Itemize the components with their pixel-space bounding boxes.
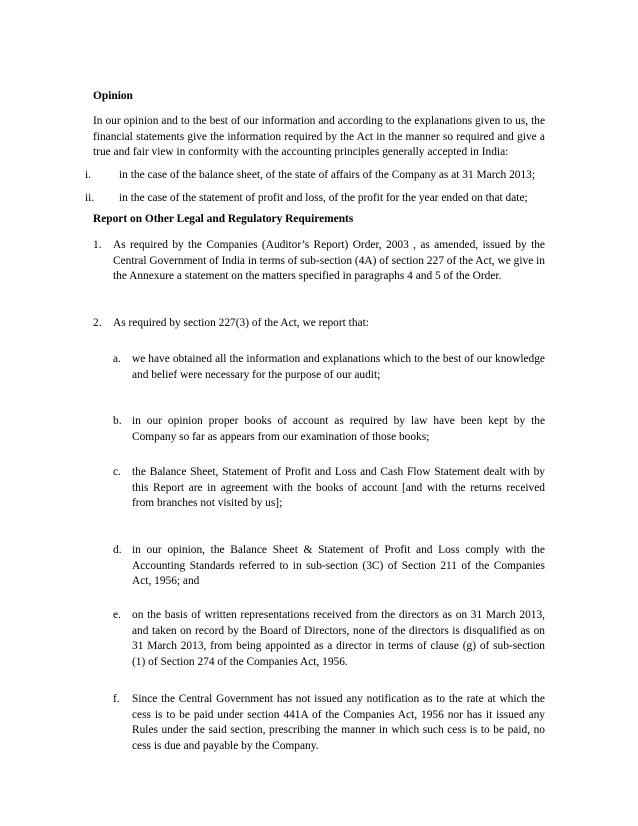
item-number: d. <box>113 544 122 556</box>
item-number: a. <box>113 353 121 365</box>
report-heading: Report on Other Legal and Regulatory Requirements <box>93 213 354 225</box>
item-number: e. <box>113 609 121 621</box>
item-number: b. <box>113 415 122 427</box>
item-text: in the case of the balance sheet, of the state of affairs of the Company as at 31 March 2013; <box>119 169 536 181</box>
opinion-intro: In our opinion and to the best of our information and according to the explanations given to us, the financial statements give the information required by the Act in the manner so required and give a true and fair view in conformity with the accounting principles generally accepted in India: <box>93 115 545 159</box>
item-text: in the case of the statement of profit and loss, of the profit for the year ended on that date; <box>119 192 528 204</box>
item-text: we have obtained all the information and explanations which to the best of our knowledge and belief were necessary for the purpose of our audit; <box>132 353 545 381</box>
item-text: in our opinion, the Balance Sheet & Statement of Profit and Loss comply with the Accounting Standards referred to in sub-section (3C) of Section 211 of the Companies Act, 1956; and <box>132 544 545 588</box>
item-number: 2. <box>93 317 102 329</box>
item-text: As required by section 227(3) of the Act, we report that: <box>113 317 369 329</box>
opinion-heading: Opinion <box>93 90 133 102</box>
item-text: on the basis of written representations received from the directors as on 31 March 2013, and taken on record by the Board of Directors, none of the directors is disqualified as on 31 March 2013, from being appointed as a director in terms of clause (g) of sub-section (1) of Section 274 of the Companies Act, 1956. <box>132 609 545 668</box>
item-number: 1. <box>93 239 102 251</box>
item-number: c. <box>113 466 121 478</box>
item-text: As required by the Companies (Auditor’s Report) Order, 2003 , as amended, issued by the Central Government of India in terms of sub-section (4A) of section 227 of the Act, we give in the Annexure a statement on the matters specified in paragraphs 4 and 5 of the Order. <box>113 239 545 283</box>
item-number: ii. <box>85 192 95 204</box>
item-number: f. <box>113 693 120 705</box>
item-text: Since the Central Government has not issued any notification as to the rate at which the cess is to be paid under section 441A of the Companies Act, 1956 nor has it issued any Rules under the said section, prescribing the manner in which such cess is to be paid, no cess is due and payable by the Company. <box>132 693 545 752</box>
item-text: in our opinion proper books of account as required by law have been kept by the Company so far as appears from our examination of those books; <box>132 415 545 443</box>
item-number: i. <box>85 169 92 181</box>
item-text: the Balance Sheet, Statement of Profit and Loss and Cash Flow Statement dealt with by this Report are in agreement with the books of account [and with the returns received from branches not visited by us]; <box>132 466 545 510</box>
